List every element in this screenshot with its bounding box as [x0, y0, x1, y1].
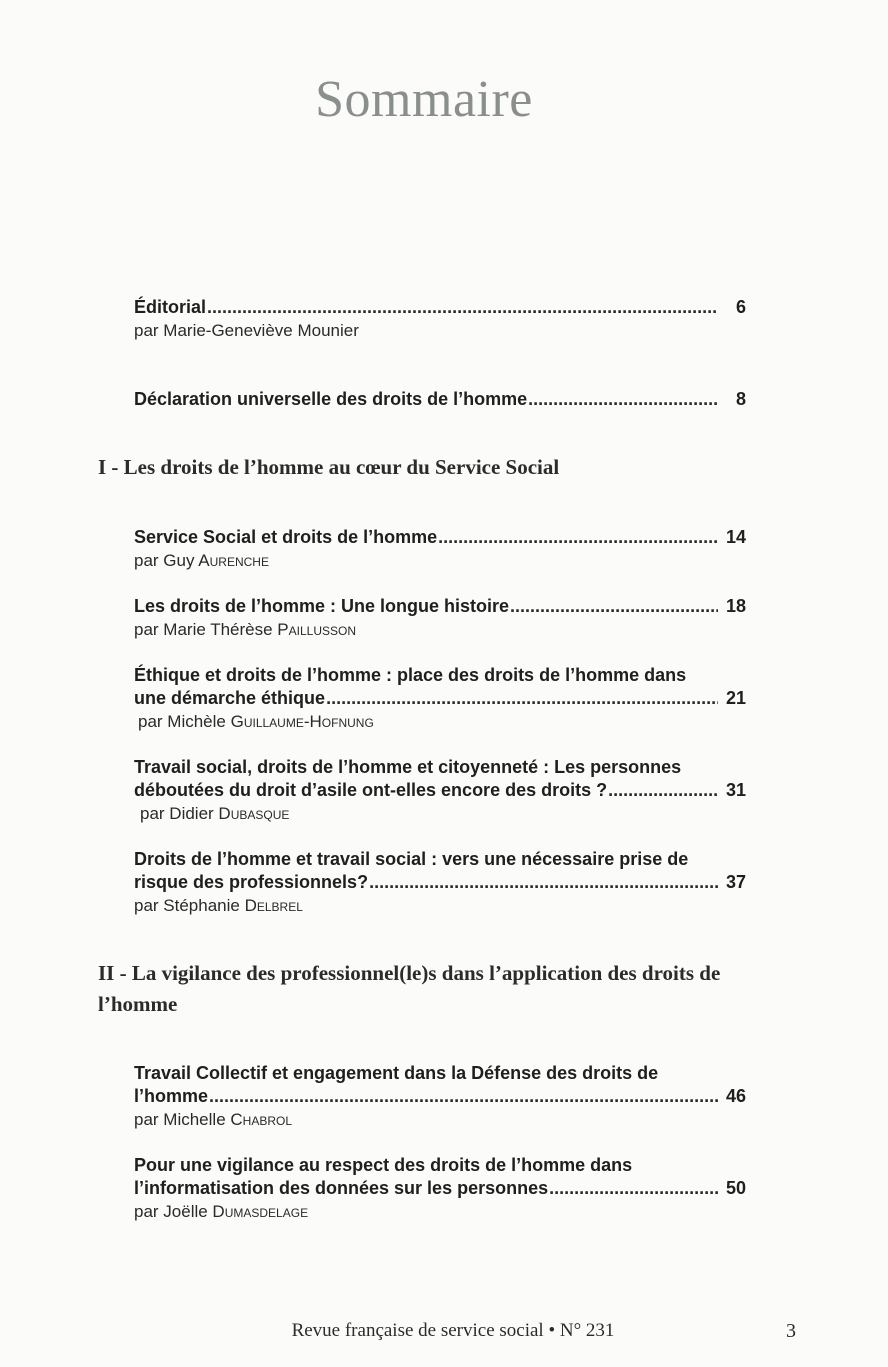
toc-entry-title: une démarche éthique	[134, 688, 326, 708]
toc-entry-page: 8	[735, 389, 746, 409]
toc-entry-travail-collectif[interactable]	[134, 1062, 746, 1131]
footer-journal-title: Revue française de service social • N° 231	[291, 1320, 615, 1341]
toc-entry-title: déboutées du droit d’asile ont-elles encore des droits ?	[134, 780, 608, 800]
toc-entry-title: risque des professionnels?	[134, 872, 369, 892]
section-heading-1: I - Les droits de l’homme au cœur du Service Social	[98, 455, 560, 479]
toc-entry-title-line	[134, 526, 746, 549]
author-name: par Joëlle D	[134, 1202, 225, 1221]
toc-entry-author	[134, 618, 746, 641]
toc-entry-declaration[interactable]	[134, 388, 746, 411]
toc-entry-author	[134, 710, 746, 733]
toc-entry-editorial[interactable]	[134, 296, 746, 342]
dot-leader	[326, 687, 718, 710]
toc-entry-title-line	[134, 687, 746, 710]
dot-leader	[510, 595, 718, 618]
author-name: par Michelle C	[134, 1110, 243, 1129]
page-title: Sommaire	[315, 71, 533, 128]
toc-entry-title-first-line: Droits de l’homme et travail social : vers une nécessaire prise de	[134, 849, 689, 869]
dot-leader	[207, 296, 718, 319]
toc-entry-page: 46	[725, 1086, 746, 1106]
toc-entry-service-social[interactable]	[134, 526, 746, 572]
dot-leader	[369, 871, 718, 894]
toc-entry-travail-social-citoyennete[interactable]	[134, 756, 746, 825]
dot-leader	[549, 1177, 718, 1200]
toc-entry-informatisation[interactable]	[134, 1154, 746, 1223]
toc-entry-page: 50	[725, 1178, 746, 1198]
toc-entry-title: Éditorial	[134, 297, 207, 317]
toc-entry-title: Service Social et droits de l’homme	[134, 527, 438, 547]
toc-entry-page: 18	[725, 596, 746, 616]
toc-entry-longue-histoire[interactable]	[134, 595, 746, 641]
toc-entry-page: 31	[725, 780, 746, 800]
toc-entry-author	[134, 319, 746, 342]
author-surname: ubasque	[230, 804, 290, 823]
toc-entry-title-line	[134, 779, 746, 802]
dot-leader	[528, 388, 718, 411]
toc-entry-title-line	[134, 1085, 746, 1108]
author-surname: elbrel	[256, 896, 303, 915]
toc-entry-title-line	[134, 1177, 746, 1200]
section-heading-2: II - La vigilance des professionnel(le)s dans l’application des droits de l’homme	[98, 961, 721, 1016]
toc-entry-page: 6	[735, 297, 746, 317]
author-surname: aillusson	[288, 620, 357, 639]
toc-entry-title-first-line: Travail Collectif et engagement dans la Défense des droits de	[134, 1063, 659, 1083]
toc-entry-page: 21	[725, 688, 746, 708]
author-name: par Michèle G	[138, 712, 244, 731]
toc-entry-title-line	[134, 388, 746, 411]
toc-entry-title: l’homme	[134, 1086, 209, 1106]
toc-entry-author	[134, 1200, 746, 1223]
toc-entry-title-first-line: Pour une vigilance au respect des droits de l’homme dans	[134, 1155, 633, 1175]
toc-entry-ethique[interactable]	[134, 664, 746, 733]
toc-entry-author	[134, 802, 746, 825]
author-name: par Marie-Geneviève Mounier	[134, 321, 359, 340]
toc-entry-page: 37	[725, 872, 746, 892]
toc-entry-title-line	[134, 595, 746, 618]
toc-entry-author	[134, 1108, 746, 1131]
dot-leader	[209, 1085, 718, 1108]
author-surname: umasdelage	[224, 1202, 309, 1221]
toc-entry-title-line	[134, 871, 746, 894]
toc-entry-title-first-line: Éthique et droits de l’homme : place des droits de l’homme dans	[134, 665, 687, 685]
author-name: par Didier D	[140, 804, 231, 823]
toc-entry-author	[134, 894, 746, 917]
author-name: par Marie Thérèse P	[134, 620, 289, 639]
dot-leader	[438, 526, 718, 549]
toc-entry-title-line	[134, 296, 746, 319]
author-name: par Guy A	[134, 551, 210, 570]
author-name: par Stéphanie D	[134, 896, 257, 915]
footer-page-number: 3	[786, 1320, 796, 1342]
author-surname: habrol	[242, 1110, 293, 1129]
toc-entry-page: 14	[725, 527, 746, 547]
author-surname: urenche	[209, 551, 269, 570]
toc-entry-prise-de-risque[interactable]	[134, 848, 746, 917]
toc-entry-title: Les droits de l’homme : Une longue histoire	[134, 596, 510, 616]
toc-entry-title-first-line: Travail social, droits de l’homme et citoyenneté : Les personnes	[134, 757, 682, 777]
toc-entry-author	[134, 549, 746, 572]
dot-leader	[608, 779, 718, 802]
author-surname: uillaume-Hofnung	[243, 712, 374, 731]
toc-entry-title: Déclaration universelle des droits de l’homme	[134, 389, 528, 409]
toc-entry-title: l’informatisation des données sur les personnes	[134, 1178, 549, 1198]
